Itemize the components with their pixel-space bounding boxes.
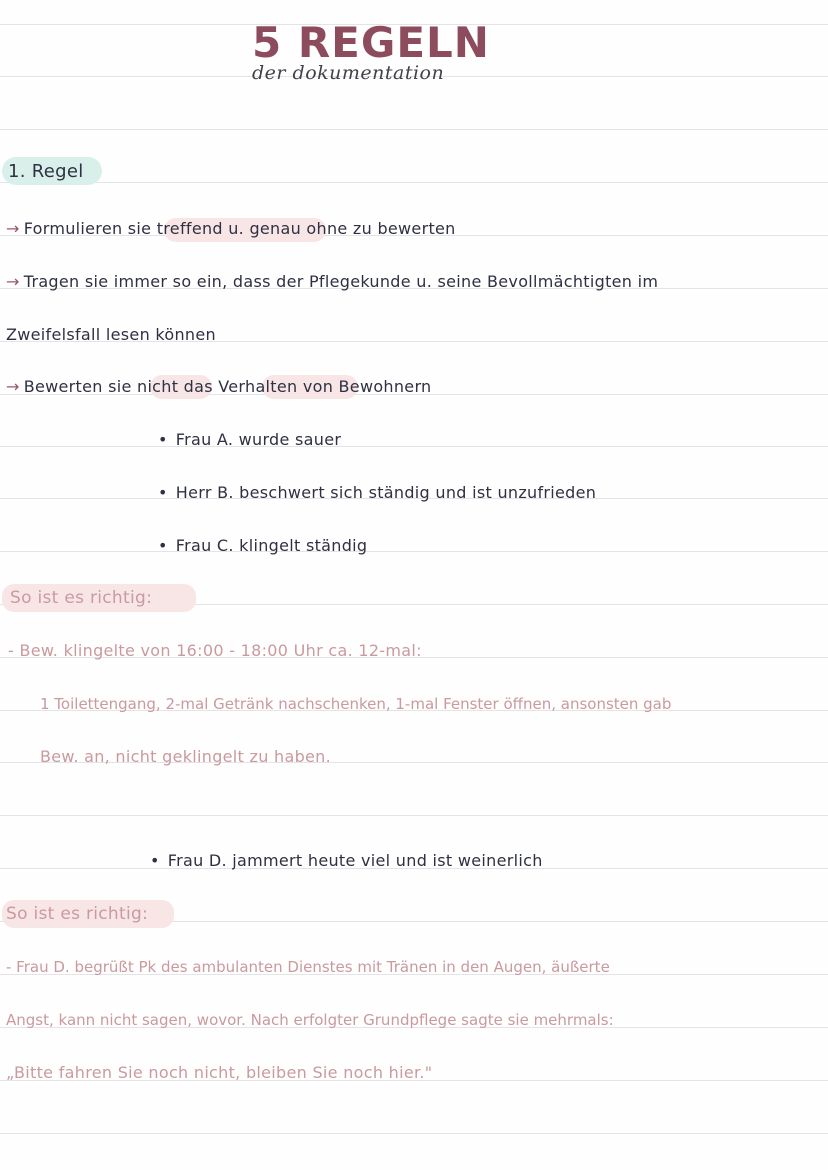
- example-text: Frau D. jammert heute viel und ist weinerlich: [167, 851, 543, 870]
- correct-text: 1 Toilettengang, 2-mal Getränk nachschenken, 1-mal Fenster öffnen, ansonsten gab: [40, 695, 672, 713]
- ruled-line: [0, 815, 828, 816]
- example-item: [158, 483, 596, 503]
- correct-text: Angst, kann nicht sagen, wovor. Nach erfolgter Grundpflege sagte sie mehrmals:: [6, 1011, 614, 1029]
- bullet-icon: •: [158, 483, 168, 502]
- page-title: 5 REGELN: [252, 18, 490, 67]
- correct-text: Bew. an, nicht geklingelt zu haben.: [40, 747, 332, 766]
- example-text: Herr B. beschwert sich ständig und ist unzufrieden: [175, 483, 597, 502]
- bullet-icon: •: [158, 536, 168, 555]
- arrow-icon: →: [6, 272, 20, 291]
- example-item: [158, 430, 341, 450]
- bullet-icon: •: [150, 851, 160, 870]
- ruled-line: [0, 551, 828, 552]
- ruled-line: [0, 1133, 828, 1134]
- correct-label: So ist es richtig:: [6, 904, 149, 924]
- rule-point: [6, 377, 432, 397]
- rule-point: [6, 219, 456, 239]
- example-item: [150, 851, 543, 871]
- correct-text: - Bew. klingelte von 16:00 - 18:00 Uhr ca. 12-mal:: [8, 641, 422, 660]
- ruled-line: [0, 182, 828, 183]
- correct-text: „Bitte fahren Sie noch nicht, bleiben Sie noch hier.": [6, 1063, 433, 1082]
- point-text: Tragen sie immer so ein, dass der Pflegekunde u. seine Bevollmächtigten im: [23, 272, 659, 291]
- point-continuation: Zweifelsfall lesen können: [6, 325, 216, 344]
- rule-heading: 1. Regel: [8, 161, 84, 182]
- point-text: Formulieren sie treffend u. genau ohne zu bewerten: [23, 219, 456, 238]
- arrow-icon: →: [6, 219, 20, 238]
- example-text: Frau C. klingelt ständig: [175, 536, 368, 555]
- correct-label: So ist es richtig:: [10, 588, 153, 608]
- point-text: Bewerten sie nicht das Verhalten von Bewohnern: [23, 377, 432, 396]
- ruled-line: [0, 446, 828, 447]
- bullet-icon: •: [158, 430, 168, 449]
- page-subtitle: der dokumentation: [252, 62, 445, 84]
- ruled-line: [0, 129, 828, 130]
- example-item: [158, 536, 367, 556]
- arrow-icon: →: [6, 377, 20, 396]
- example-text: Frau A. wurde sauer: [175, 430, 342, 449]
- rule-point: [6, 272, 658, 292]
- correct-text: - Frau D. begrüßt Pk des ambulanten Dienstes mit Tränen in den Augen, äußerte: [6, 958, 610, 976]
